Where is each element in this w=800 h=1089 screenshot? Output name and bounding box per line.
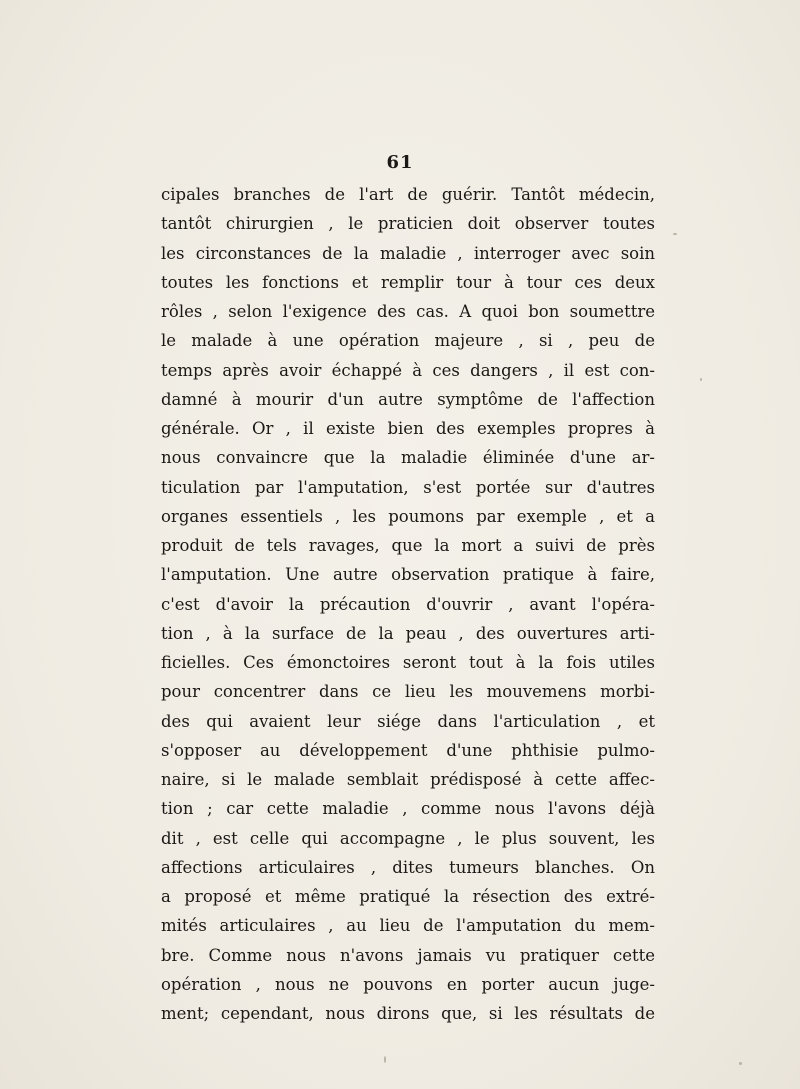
text-line: toutes les fonctions et remplir tour à tour ces deux <box>161 272 655 292</box>
text-line: a proposé et même pratiqué la résection des extré- <box>161 887 655 906</box>
text-line: l'amputation. Une autre observation pratique à faire, <box>161 565 655 585</box>
page-number: 61 <box>386 152 414 173</box>
text-line: nous convaincre que la maladie éliminée d'une ar- <box>161 448 655 468</box>
text-line: le malade à une opération majeure , si , peu de <box>161 331 655 351</box>
paper-speck <box>739 1062 742 1065</box>
text-line: mités articulaires , au lieu de l'amputation du mem- <box>161 916 655 936</box>
text-line: ticulation par l'amputation, s'est portée sur d'autres <box>161 477 655 497</box>
text-line: affections articulaires , dites tumeurs blanches. On <box>161 857 655 877</box>
text-line: des qui avaient leur siége dans l'articulation , et <box>161 711 655 731</box>
text-line: rôles , selon l'exigence des cas. A quoi bon soumettre <box>161 302 655 321</box>
text-line: organes essentiels , les poumons par exemple , et a <box>161 506 655 526</box>
body-text <box>161 180 655 1028</box>
text-line: c'est d'avoir la précaution d'ouvrir , avant l'opéra- <box>161 594 655 614</box>
text-line: opération , nous ne pouvons en porter aucun juge- <box>161 974 655 994</box>
text-line: tantôt chirurgien , le praticien doit observer toutes <box>161 214 655 234</box>
paper-speck <box>700 378 702 381</box>
paper-speck <box>384 1056 386 1063</box>
text-line: temps après avoir échappé à ces dangers , il est con- <box>161 360 655 380</box>
text-line: dit , est celle qui accompagne , le plus souvent, les <box>161 828 655 848</box>
text-line: tion ; car cette maladie , comme nous l'avons déjà <box>161 799 655 819</box>
paper-speck <box>673 233 677 235</box>
text-line: damné à mourir d'un autre symptôme de l'affection <box>161 389 655 409</box>
text-line: naire, si le malade semblait prédisposé à cette affec- <box>161 770 655 789</box>
text-line: ment; cependant, nous dirons que, si les résultats de <box>161 1004 655 1023</box>
text-line: bre. Comme nous n'avons jamais vu pratiquer cette <box>161 945 655 965</box>
text-line: tion , à la surface de la peau , des ouvertures arti- <box>161 623 655 643</box>
text-line: produit de tels ravages, que la mort a suivi de près <box>161 536 655 555</box>
text-line: cipales branches de l'art de guérir. Tantôt médecin, <box>161 185 655 204</box>
text-line: générale. Or , il existe bien des exemples propres à <box>161 419 655 438</box>
text-line: les circonstances de la maladie , interroger avec soin <box>161 243 655 263</box>
text-line: pour concentrer dans ce lieu les mouvemens morbi- <box>161 682 655 702</box>
text-line: s'opposer au développement d'une phthisie pulmo- <box>161 740 655 760</box>
text-line: ficielles. Ces émonctoires seront tout à la fois utiles <box>161 653 655 672</box>
